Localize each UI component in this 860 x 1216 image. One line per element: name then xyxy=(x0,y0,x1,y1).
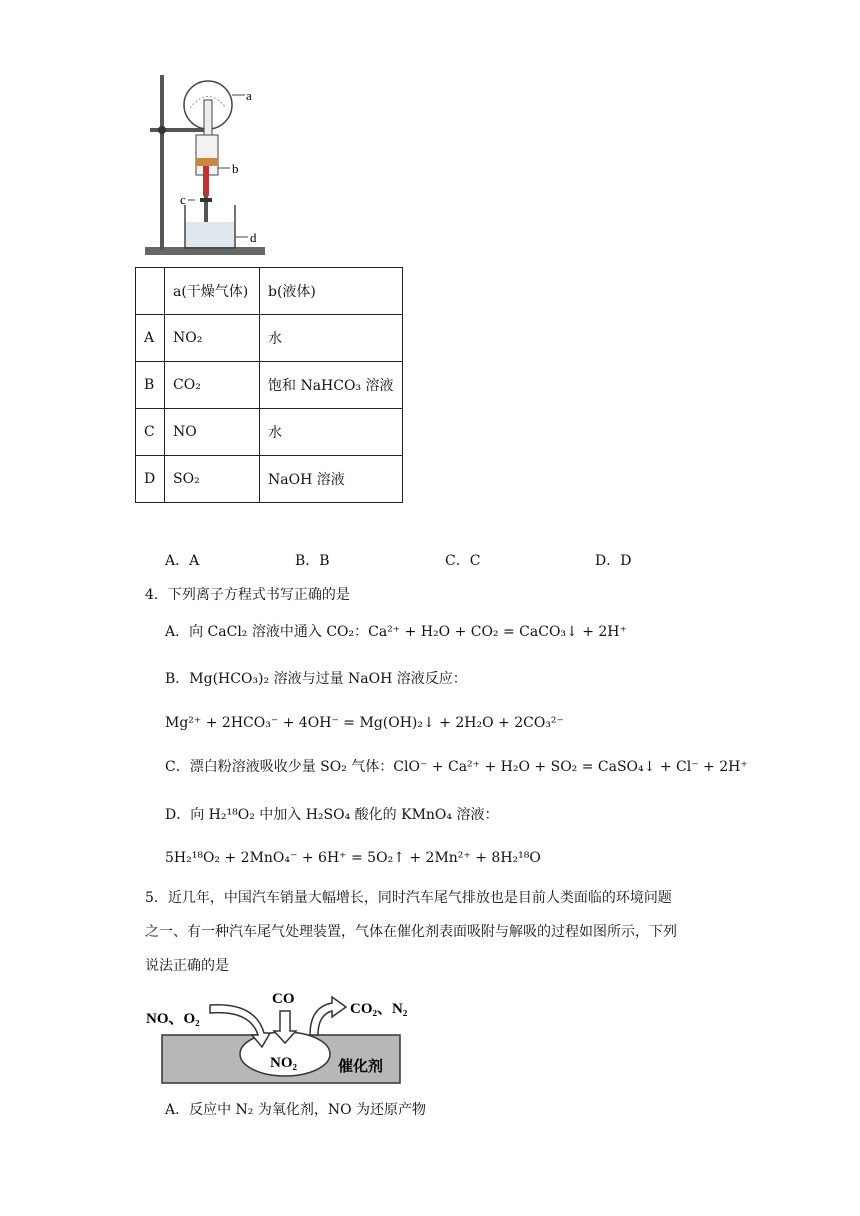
table-cell-label: D xyxy=(136,456,165,503)
diagram-input-label: NO、O₂ xyxy=(146,1011,200,1027)
diagram-intermediate-label: NO₂ xyxy=(270,1055,297,1071)
q4-option-c: C．漂白粉溶液吸收少量 SO₂ 气体：ClO⁻ + Ca²⁺ + H₂O + SO₂ = CaSO₄↓ + Cl⁻ + 2H⁺ xyxy=(165,759,748,775)
label-a: a xyxy=(246,88,252,103)
q4-option-d: D．向 H₂¹⁸O₂ 中加入 H₂SO₄ 酸化的 KMnO₄ 溶液： xyxy=(165,807,499,823)
table-header-cell xyxy=(136,268,165,315)
table-header-row xyxy=(136,268,403,315)
table-cell-gas: SO₂ xyxy=(165,456,260,503)
q3-choice-a: A．A xyxy=(165,553,200,569)
table-cell-label: C xyxy=(136,409,165,456)
table-cell-liquid: NaOH 溶液 xyxy=(260,456,403,503)
q4-option-b-equation: Mg²⁺ + 2HCO₃⁻ + 4OH⁻ = Mg(OH)₂↓ + 2H₂O + 2CO₃²⁻ xyxy=(165,715,564,731)
q5-option-a: A．反应中 N₂ 为氧化剂，NO 为还原产物 xyxy=(165,1102,427,1118)
diagram-catalyst-label: 催化剂 xyxy=(338,1058,384,1075)
q4-option-b: B．Mg(HCO₃)₂ 溶液与过量 NaOH 溶液反应： xyxy=(165,671,467,687)
table-row xyxy=(136,409,403,456)
q3-choice-c: C．C xyxy=(445,553,481,569)
catalyst-diagram xyxy=(140,985,430,1090)
table-cell-label: B xyxy=(136,362,165,409)
table-cell-liquid: 水 xyxy=(260,315,403,362)
table-row xyxy=(136,362,403,409)
options-table xyxy=(135,267,403,503)
diagram-output-label: CO₂、N₂ xyxy=(350,1001,408,1017)
q4-option-d-equation: 5H₂¹⁸O₂ + 2MnO₄⁻ + 6H⁺ = 5O₂↑ + 2Mn²⁺ + 8H₂¹⁸O xyxy=(165,850,541,866)
apparatus-figure xyxy=(140,70,280,260)
label-d: d xyxy=(250,230,257,245)
label-b: b xyxy=(232,161,239,176)
table-cell-gas: NO₂ xyxy=(165,315,260,362)
q5-stem-line2: 之一、有一种汽车尾气处理装置，气体在催化剂表面吸附与解吸的过程如图所示，下列 xyxy=(145,924,677,940)
q5-stem-line3: 说法正确的是 xyxy=(145,958,229,974)
table-cell-gas: CO₂ xyxy=(165,362,260,409)
table-header-cell: a(干燥气体) xyxy=(165,268,260,315)
table-row xyxy=(136,456,403,503)
q5-stem-line1: 5．近几年，中国汽车销量大幅增长，同时汽车尾气排放也是目前人类面临的环境问题 xyxy=(145,890,672,906)
table-row xyxy=(136,315,403,362)
table-cell-label: A xyxy=(136,315,165,362)
table-cell-liquid: 水 xyxy=(260,409,403,456)
q4-option-a: A．向 CaCl₂ 溶液中通入 CO₂：Ca²⁺ + H₂O + CO₂ = CaCO₃↓ + 2H⁺ xyxy=(165,624,627,640)
table-cell-liquid: 饱和 NaHCO₃ 溶液 xyxy=(260,362,403,409)
q3-choice-b: B．B xyxy=(295,553,330,569)
q3-choice-d: D．D xyxy=(595,553,632,569)
q4-stem: 4．下列离子方程式书写正确的是 xyxy=(145,587,350,603)
table-header-cell: b(液体) xyxy=(260,268,403,315)
diagram-co-label: CO xyxy=(272,991,295,1007)
label-c: c xyxy=(180,192,186,207)
table-cell-gas: NO xyxy=(165,409,260,456)
